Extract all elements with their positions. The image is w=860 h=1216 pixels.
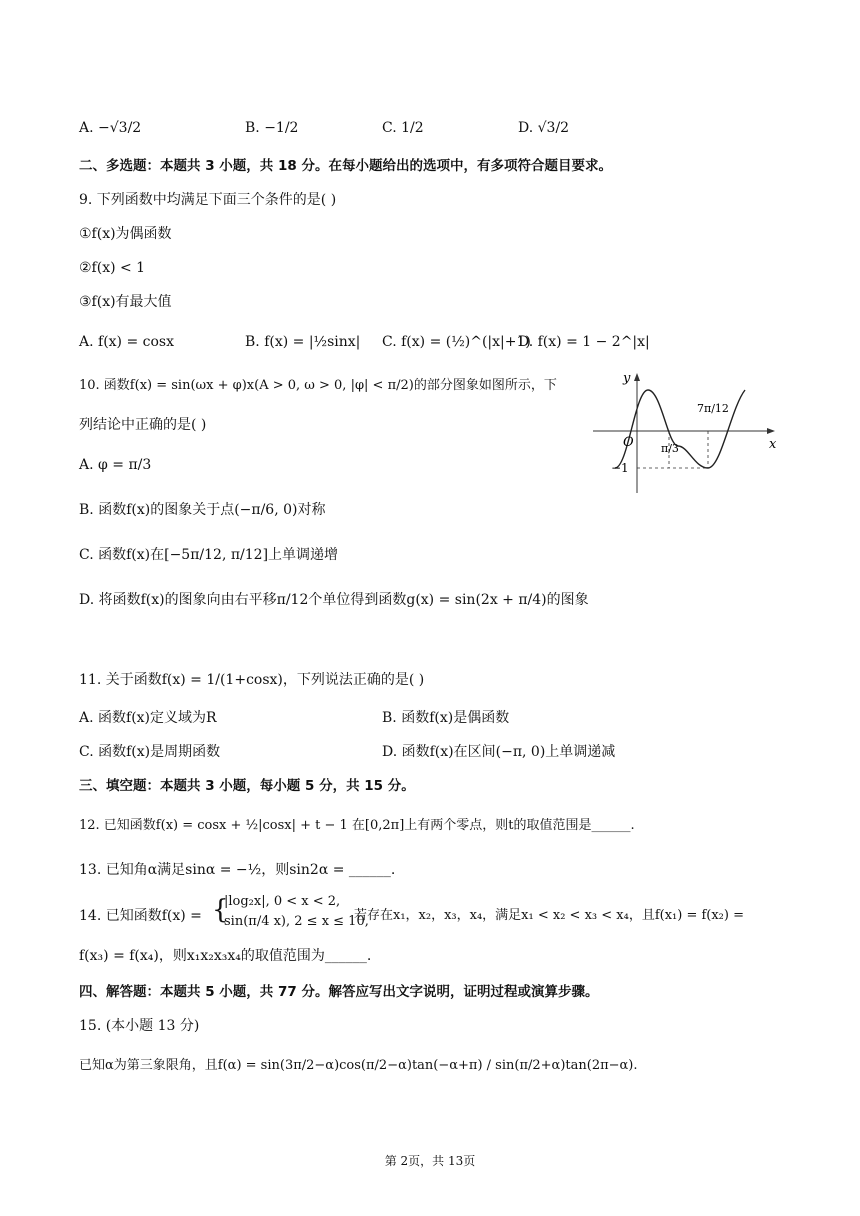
q9-option-a: A. f(x) = cosx [79,334,174,350]
question-15-header: 15. (本小题 13 分) [79,1018,200,1034]
tick-7pi-over-12: 7π/12 [697,402,729,415]
q10-option-c: C. 函数f(x)在[−5π/12, π/12]上单调递增 [79,547,339,563]
tick-minus-one: −1 [611,461,629,475]
question-14-line-2: f(x₃) = f(x₄)，则x₁x₂x₃x₄的取值范围为______. [79,948,372,964]
section-fill-in: 三、填空题：本题共 3 小题，每小题 5 分，共 15 分。 [79,778,415,794]
question-14-condition: 若存在x₁，x₂，x₃，x₄，满足x₁ < x₂ < x₃ < x₄，且f(x₁) = f(x₂) = [354,908,744,923]
question-11: 11. 关于函数f(x) = 1/(1+cosx)，下列说法正确的是( ) [79,672,425,688]
q11-option-c: C. 函数f(x)是周期函数 [79,744,221,760]
section-multiple-choice: 二、多选题：本题共 3 小题，共 18 分。在每小题给出的选项中，有多项符合题目要求。 [79,158,612,174]
question-9: 9. 下列函数中均满足下面三个条件的是( ) [79,192,337,208]
tick-pi-over-3: π/3 [661,442,679,455]
question-13: 13. 已知角α满足sinα = −½，则sin2α = ______. [79,862,396,878]
q9-option-c: C. f(x) = (½)^(|x|+1) [382,334,531,350]
q10-option-a: A. φ = π/3 [79,457,152,473]
q8-option-c: C. 1/2 [382,120,424,136]
q14-case-1: |log₂x|, 0 < x < 2, [224,894,341,909]
q9-option-b: B. f(x) = |½sinx| [245,334,361,350]
q10-option-b: B. 函数f(x)的图象关于点(−π/6, 0)对称 [79,502,326,518]
q8-option-d: D. √3/2 [518,120,570,136]
q11-option-a: A. 函数f(x)定义域为R [79,710,217,726]
question-10-line-2: 列结论中正确的是( ) [79,417,207,433]
section-solutions: 四、解答题：本题共 5 小题，共 77 分。解答应写出文字说明，证明过程或演算步骤。 [79,984,599,1000]
question-12: 12. 已知函数f(x) = cosx + ½|cosx| + t − 1 在[0,2π]上有两个零点，则t的取值范围是______. [79,818,635,833]
y-label: y [623,371,631,386]
q14-case-2: sin(π/4 x), 2 ≤ x ≤ 10, [224,914,369,929]
origin-label: O [623,435,634,450]
x-label: x [769,437,777,452]
y-axis-arrow-icon [634,373,640,381]
q10-sine-graph [593,368,793,498]
q11-option-d: D. 函数f(x)在区间(−π, 0)上单调递减 [382,744,616,760]
x-axis-arrow-icon [767,428,775,434]
page-footer: 第 2页，共 13页 [384,1154,476,1168]
q10-option-d: D. 将函数f(x)的图象向由右平移π/12个单位得到函数g(x) = sin(2x + π/4)的图象 [79,592,589,608]
q9-condition-1: ①f(x)为偶函数 [79,226,172,242]
q8-option-b: B. −1/2 [245,120,299,136]
question-14-prefix: 14. 已知函数f(x) = [79,908,202,924]
q9-condition-3: ③f(x)有最大值 [79,294,172,310]
piecewise-brace: { [212,895,229,925]
q11-option-b: B. 函数f(x)是偶函数 [382,710,510,726]
q8-option-a: A. −√3/2 [79,120,142,136]
q9-condition-2: ②f(x) < 1 [79,260,146,276]
question-10-line-1: 10. 函数f(x) = sin(ωx + φ)x(A > 0, ω > 0, |φ| < π/2)的部分图象如图所示，下 [79,378,557,393]
question-15-body: 已知α为第三象限角，且f(α) = sin(3π/2−α)cos(π/2−α)tan(−α+π) / sin(π/2+α)tan(2π−α). [79,1058,638,1073]
q9-option-d: D. f(x) = 1 − 2^|x| [518,334,650,350]
